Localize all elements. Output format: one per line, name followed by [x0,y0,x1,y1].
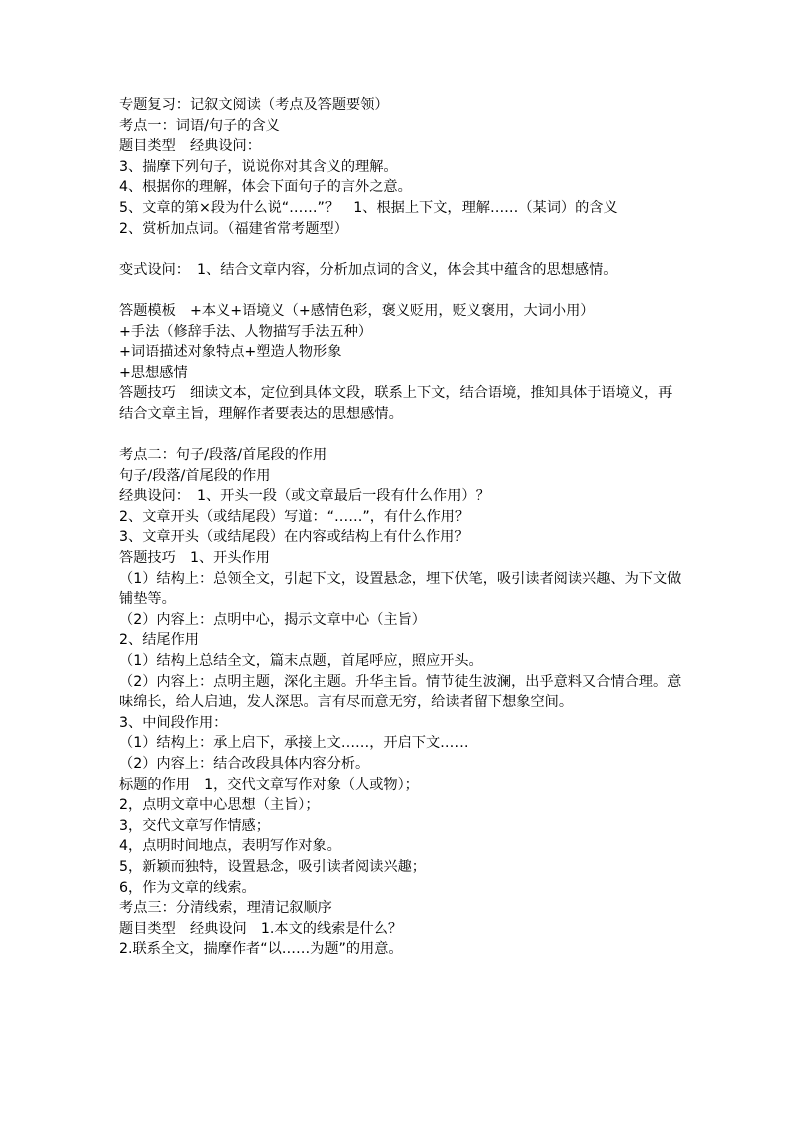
text-line: 4，点明时间地点，表明写作对象。 [119,838,341,855]
text-line: 2，点明文章中心思想（主旨）； [119,797,320,814]
text-line: 5，新颖而独特，设置悬念，吸引读者阅读兴趣； [119,858,426,875]
section-heading-2: 考点二：句子/段落/首尾段的作用 [119,447,328,464]
text-paragraph: （2）内容上：点明主题，深化主题。升华主旨。情节徒生波澜，出乎意料又合情合理。意味绵长，给人启迪，发人深思。言有尽而意无穷，给读者留下想象空间。 [119,673,682,711]
text-paragraph: 答题技巧 细读文本，定位到具体文段，联系上下文，结合语境，推知具体于语境义，再结合文章主旨，理解作者要表达的思想感情。 [119,385,673,422]
text-line: 3、揣摩下列句子，说说你对其含义的理解。 [119,158,398,175]
text-line: +词语描述对象特点+塑造人物形象 [119,344,342,361]
text-paragraph: （1）结构上：总领全文，引起下文，设置悬念，埋下伏笔，吸引读者阅读兴趣、为下文做铺垫等。 [119,570,682,608]
text-line: +思想感情 [119,364,188,381]
text-line: 2、文章开头（或结尾段）写道：“……”，有什么作用？ [119,508,470,525]
text-line: 2、结尾作用 [119,632,199,649]
blank-line [119,425,684,446]
text-line: 2、赏析加点词。（福建省常考题型） [119,220,348,237]
document-title: 专题复习：记叙文阅读（考点及答题要领） [119,97,389,113]
text-line: 2.联系全文，揣摩作者“以……为题”的用意。 [119,941,403,958]
text-paragraph: 5、文章的第×段为什么说“……”？ 1、根据上下文，理解……（某词）的含义 [119,199,618,216]
text-line: 句子/段落/首尾段的作用 [119,467,271,484]
text-line: 经典设问： 1、开头一段（或文章最后一段有什么作用）？ [119,488,490,505]
text-line: 标题的作用 1，交代文章写作对象（人或物）； [119,776,419,793]
blank-line [119,280,684,301]
section-heading-3: 考点三：分清线索，理清记叙顺序 [119,900,332,917]
text-line: 答题模板 +本义+语境义（+感情色彩，褒义贬用，贬义褒用，大词小用） [119,302,595,319]
text-line: 6，作为文章的线索。 [119,879,256,896]
text-line: 变式设问： 1、结合文章内容，分析加点词的含义，体会其中蕴含的思想感情。 [119,261,618,278]
document-body [119,95,684,960]
text-line: 题目类型 经典设问： [119,138,261,155]
text-line: 答题技巧 1、开头作用 [119,550,270,567]
text-line: 3、文章开头（或结尾段）在内容或结构上有什么作用？ [119,529,469,546]
text-line: +手法（修辞手法、人物描写手法五种） [119,323,373,340]
blank-line [119,239,684,260]
text-line: 3，交代文章写作情感； [119,817,270,834]
section-heading-1: 考点一：词语/句子的含义 [119,117,280,134]
text-line: 题目类型 经典设问 1.本文的线索是什么？ [119,920,403,937]
text-line: （1）结构上总结全文，篇末点题，首尾呼应，照应开头。 [119,653,483,670]
text-line: （2）内容上：点明中心，揭示文章中心（主旨） [119,611,426,628]
text-line: 4、根据你的理解，体会下面句子的言外之意。 [119,179,412,196]
text-line: （1）结构上：承上启下，承接上文……，开启下文…… [119,735,469,752]
text-line: 3、中间段作用： [119,714,228,731]
text-line: （2）内容上：结合改段具体内容分析。 [119,756,370,772]
